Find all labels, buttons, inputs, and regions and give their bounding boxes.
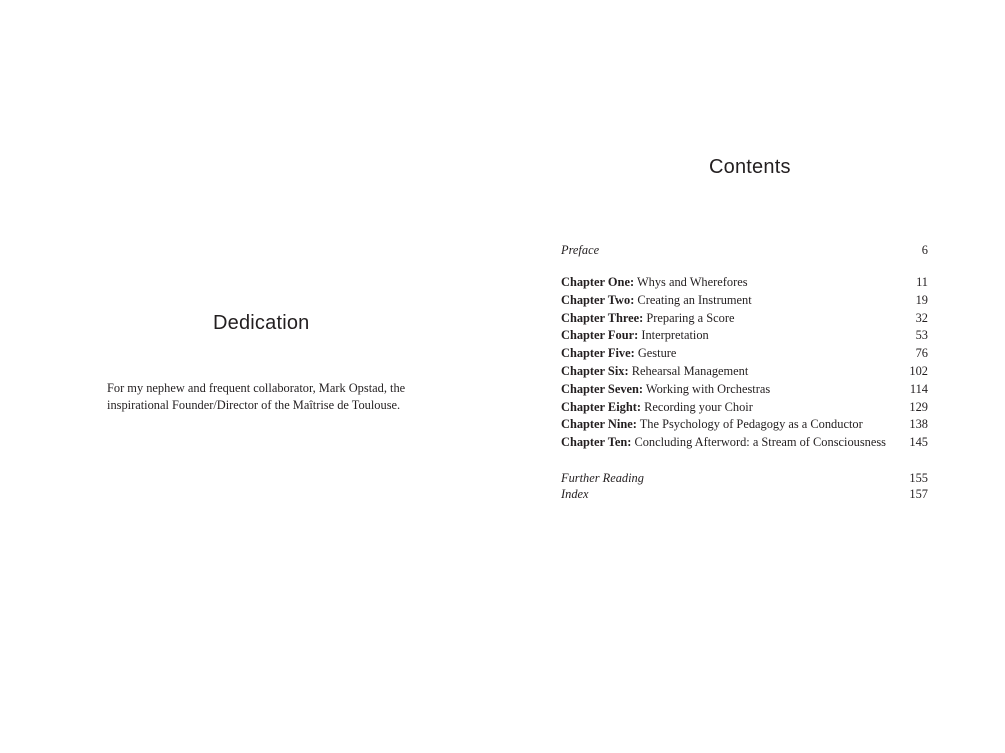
toc-entry-label [561, 327, 709, 343]
chapter-title: Whys and Wherefores [634, 275, 748, 289]
dedication-line: inspirational Founder/Director of the Maîtrise de Toulouse. [107, 398, 401, 412]
toc-entry-label [561, 292, 752, 308]
toc-page-number: 129 [909, 400, 928, 414]
toc-entry-label [561, 363, 748, 379]
dedication-title: Dedication [213, 312, 310, 334]
chapter-prefix: Chapter Eight: [561, 400, 641, 414]
chapter-prefix: Chapter Seven: [561, 382, 644, 396]
chapter-title: Interpretation [638, 328, 709, 342]
chapter-prefix: Chapter Four: [561, 328, 639, 342]
toc-page-number: 6 [921, 243, 928, 257]
toc-entry-label [561, 381, 770, 397]
toc-page-number: 114 [909, 382, 928, 396]
chapter-title: Gesture [634, 346, 677, 360]
toc-entry-label [561, 310, 734, 326]
chapter-prefix: Chapter Six: [561, 364, 629, 378]
toc-entry-label [561, 345, 676, 361]
toc-page-number: 11 [916, 275, 928, 289]
toc-page-number: 19 [915, 293, 928, 307]
toc-entry-label [561, 274, 748, 290]
toc-page-number: 102 [909, 364, 928, 378]
chapter-prefix: Chapter Nine: [561, 417, 637, 431]
toc-page-number: 157 [909, 487, 928, 501]
chapter-title: Rehearsal Management [628, 364, 749, 378]
toc-page-number: 138 [909, 417, 928, 431]
dedication-page [0, 0, 502, 753]
toc-entry-label [561, 399, 753, 415]
chapter-prefix: Chapter Five: [561, 346, 635, 360]
toc-entry-label [561, 416, 863, 432]
chapter-title: Preparing a Score [643, 311, 735, 325]
toc-entry-label: Index [561, 487, 589, 501]
chapter-prefix: Chapter One: [561, 275, 635, 289]
chapter-title: Recording your Choir [640, 400, 753, 414]
toc-page-number: 32 [915, 311, 928, 325]
toc-entry-label: Further Reading [561, 471, 644, 485]
toc-entry-label [561, 434, 886, 450]
contents-title: Contents [709, 156, 791, 178]
dedication-text [107, 380, 427, 414]
chapter-title: The Psychology of Pedagogy as a Conductor [636, 417, 863, 431]
chapter-title: Creating an Instrument [634, 293, 752, 307]
toc-page-number: 53 [915, 328, 928, 342]
chapter-title: Working with Orchestras [643, 382, 771, 396]
chapter-prefix: Chapter Two: [561, 293, 635, 307]
chapter-prefix: Chapter Three: [561, 311, 644, 325]
chapter-prefix: Chapter Ten: [561, 435, 632, 449]
toc-page-number: 145 [909, 435, 928, 449]
dedication-line: For my nephew and frequent collaborator, Mark Opstad, the [107, 381, 406, 395]
toc-page-number: 76 [915, 346, 928, 360]
contents-page [502, 0, 1005, 753]
chapter-title: Concluding Afterword: a Stream of Consciousness [631, 435, 887, 449]
toc-page-number: 155 [909, 471, 928, 485]
toc-entry-label: Preface [561, 243, 600, 257]
